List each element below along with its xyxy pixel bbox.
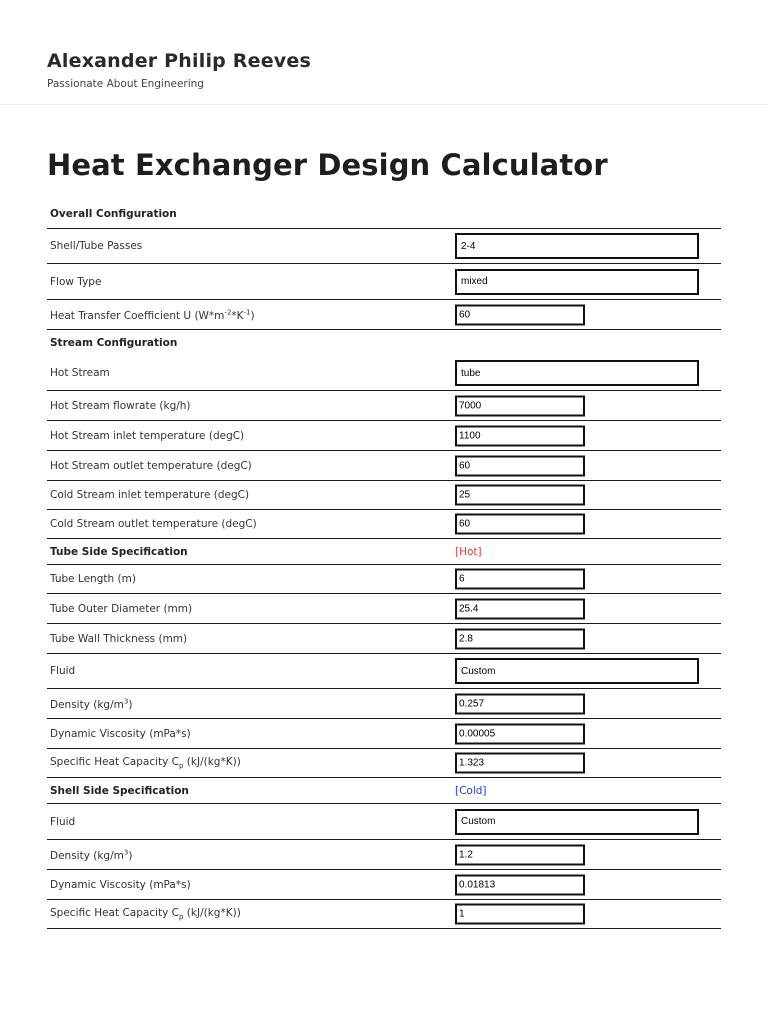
tube-fluid-select[interactable]: Custom: [455, 658, 699, 684]
label-superscript: 3: [123, 696, 129, 705]
section-heading: Shell Side Specification: [50, 784, 189, 797]
field-label: Flow Type: [50, 275, 102, 288]
label-superscript: 3: [123, 847, 129, 856]
label-text: *K: [231, 309, 244, 322]
shell-fluid-select[interactable]: Custom: [455, 809, 699, 835]
row-tube-wall-thickness: [47, 624, 721, 654]
field-label: [50, 756, 241, 770]
label-subscript: p: [179, 913, 184, 922]
site-tagline: Passionate About Engineering: [47, 78, 204, 90]
field-label: Hot Stream: [50, 367, 110, 379]
field-label: [50, 697, 132, 711]
row-shell-fluid: [47, 804, 721, 840]
tube-specific-heat-input[interactable]: 1.323: [455, 753, 585, 774]
row-hot-stream-outlet-temp: [47, 451, 721, 481]
shell-density-input[interactable]: 1.2: [455, 844, 585, 865]
row-cold-stream-outlet-temp: [47, 510, 721, 539]
tube-outer-diameter-input[interactable]: 25.4: [455, 598, 585, 619]
label-text: Specific Heat Capacity C: [50, 906, 180, 919]
field-label: [50, 308, 255, 322]
hot-stream-outlet-temp-input[interactable]: 60: [455, 455, 585, 476]
field-label: [50, 907, 241, 921]
row-shell-tube-passes: [47, 229, 721, 264]
field-label: [50, 848, 132, 862]
field-label: Fluid: [50, 815, 76, 828]
field-label: Cold Stream inlet temperature (degC): [50, 489, 250, 501]
label-text: ): [250, 309, 255, 322]
row-tube-length: [47, 565, 721, 594]
flow-type-select[interactable]: mixed: [455, 269, 699, 295]
row-flow-type: [47, 264, 721, 300]
row-hot-stream: [47, 356, 721, 391]
field-label: Fluid: [50, 665, 76, 677]
field-label: Tube Length (m): [50, 573, 136, 585]
field-label: Tube Outer Diameter (mm): [50, 602, 193, 615]
row-hot-stream-inlet-temp: [47, 421, 721, 451]
label-text: ): [128, 849, 133, 862]
field-label: Dynamic Viscosity (mPa*s): [50, 727, 191, 740]
shell-viscosity-input[interactable]: 0.01813: [455, 874, 585, 895]
cold-stream-outlet-temp-input[interactable]: 60: [455, 514, 585, 535]
section-heading: Tube Side Specification: [50, 545, 188, 558]
hot-stream-flowrate-input[interactable]: 7000: [455, 395, 585, 416]
cold-tag: [Cold]: [455, 784, 487, 797]
label-text: Density (kg/m: [50, 698, 124, 711]
field-label: Hot Stream flowrate (kg/h): [50, 399, 191, 412]
row-shell-density: [47, 840, 721, 870]
heat-transfer-coefficient-input[interactable]: 60: [455, 304, 585, 325]
row-tube-specific-heat: [47, 749, 721, 778]
label-superscript: -2: [224, 307, 232, 316]
row-tube-outer-diameter: [47, 594, 721, 624]
section-shell-side-specification: [47, 778, 721, 804]
field-label: Dynamic Viscosity (mPa*s): [50, 878, 191, 891]
label-subscript: p: [179, 762, 184, 771]
label-text: Heat Transfer Coefficient U (W*m: [50, 309, 225, 322]
row-shell-viscosity: [47, 870, 721, 900]
row-tube-density: [47, 689, 721, 719]
tube-density-input[interactable]: 0.257: [455, 693, 585, 714]
section-tube-side-specification: [47, 539, 721, 565]
label-superscript: -1: [243, 307, 251, 316]
hot-tag: [Hot]: [455, 545, 482, 558]
label-text: (kJ/(kg*K)): [183, 755, 241, 768]
cold-stream-inlet-temp-input[interactable]: 25: [455, 485, 585, 506]
field-label: Shell/Tube Passes: [50, 240, 143, 252]
row-cold-stream-inlet-temp: [47, 481, 721, 510]
row-tube-fluid: [47, 654, 721, 689]
section-heading: Overall Configuration: [50, 208, 177, 220]
label-text: Density (kg/m: [50, 849, 124, 862]
row-shell-specific-heat: [47, 900, 721, 929]
label-text: ): [128, 698, 133, 711]
shell-specific-heat-input[interactable]: 1: [455, 904, 585, 925]
field-label: Cold Stream outlet temperature (degC): [50, 518, 257, 530]
section-heading: Stream Configuration: [50, 337, 178, 349]
tube-length-input[interactable]: 6: [455, 569, 585, 590]
tube-viscosity-input[interactable]: 0.00005: [455, 723, 585, 744]
hot-stream-select[interactable]: tube: [455, 360, 699, 386]
row-hot-stream-flowrate: [47, 391, 721, 421]
row-tube-viscosity: [47, 719, 721, 749]
section-overall-configuration: [47, 200, 721, 229]
hot-stream-inlet-temp-input[interactable]: 1100: [455, 425, 585, 446]
field-label: Hot Stream inlet temperature (degC): [50, 429, 245, 442]
site-title[interactable]: Alexander Philip Reeves: [47, 50, 311, 72]
section-stream-configuration: [47, 330, 721, 356]
calculator-form: [47, 200, 721, 929]
label-text: Specific Heat Capacity C: [50, 755, 180, 768]
site-header: [0, 0, 768, 105]
field-label: Hot Stream outlet temperature (degC): [50, 459, 252, 472]
row-heat-transfer-coefficient: [47, 300, 721, 330]
tube-wall-thickness-input[interactable]: 2.8: [455, 628, 585, 649]
label-text: (kJ/(kg*K)): [183, 906, 241, 919]
page-title: Heat Exchanger Design Calculator: [47, 148, 608, 182]
shell-tube-passes-select[interactable]: 2-4: [455, 233, 699, 259]
field-label: Tube Wall Thickness (mm): [50, 632, 188, 645]
